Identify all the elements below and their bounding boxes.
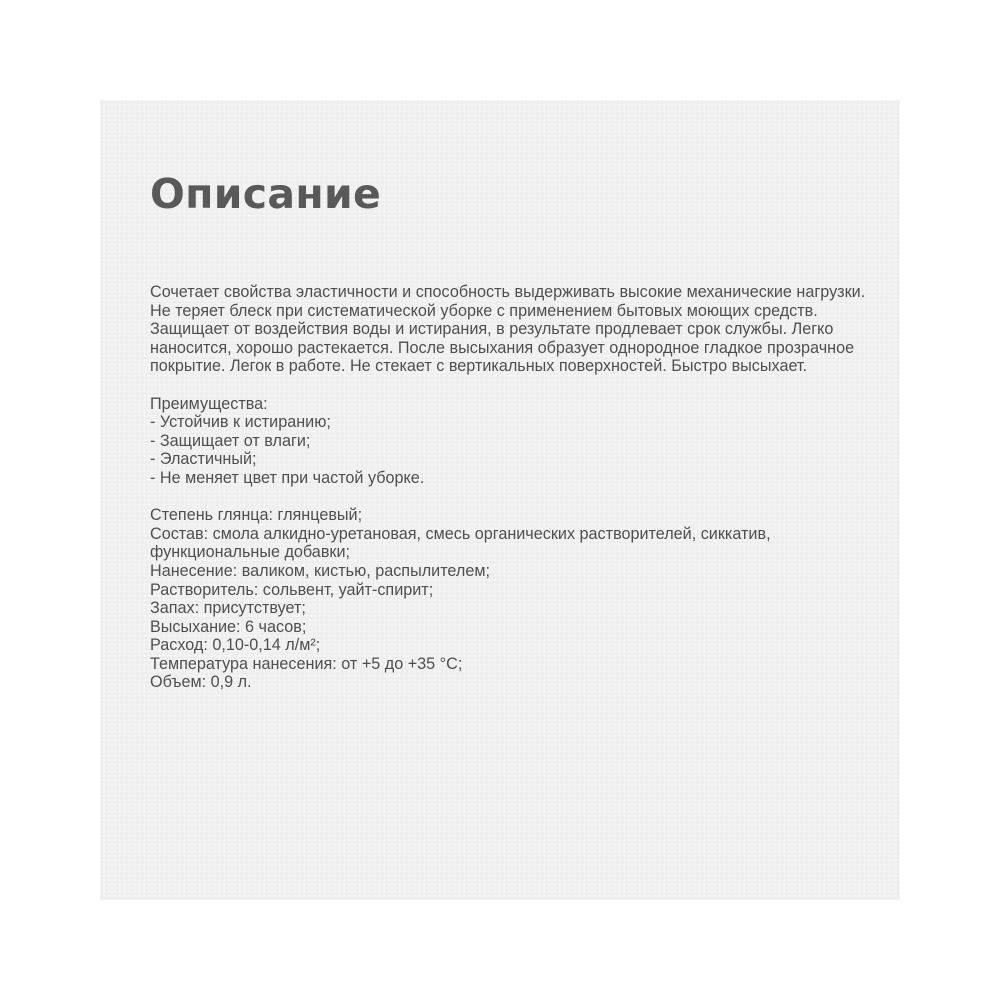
spec-temperature: Температура нанесения: от +5 до +35 °С; xyxy=(150,654,463,673)
spacer xyxy=(150,376,890,395)
spec-gloss: Степень глянца: глянцевый; xyxy=(150,506,363,525)
advantages-heading: Преимущества: xyxy=(150,394,268,413)
description-body xyxy=(150,283,890,692)
spec-odor: Запах: присутствует; xyxy=(150,599,306,618)
spec-consumption: Расход: 0,10-0,14 л/м²; xyxy=(150,636,321,655)
spacer xyxy=(150,488,890,507)
description-paragraph: Сочетает свойства эластичности и способность выдерживать высокие механические нагрузки. Не теряет блеск при систематической уборке с применением бытовых моющих средств. Защищает от воздействия воды и истирания, в результате продлевает срок службы. Легко наносится, хорошо растекается. После высыхания образует однородное гладкое прозрачное покрытие. Легок в работе. Не стекает с вертикальных поверхностей. Быстро высыхает. xyxy=(150,283,866,376)
spec-solvent: Растворитель: сольвент, уайт-спирит; xyxy=(150,580,434,599)
specs-list xyxy=(150,506,890,692)
spec-composition: Состав: смола алкидно-уретановая, смесь органических растворителей, сиккатив, функциональные добавки; xyxy=(150,524,771,562)
spec-drying: Высыхание: 6 часов; xyxy=(150,617,307,636)
spec-volume: Объем: 0,9 л. xyxy=(150,673,252,692)
advantage-item: - Устойчив к истиранию; xyxy=(150,413,331,432)
advantage-item: - Защищает от влаги; xyxy=(150,431,311,450)
spec-application: Нанесение: валиком, кистью, распылителем; xyxy=(150,561,490,580)
advantages-list xyxy=(150,413,890,487)
advantage-item: - Эластичный; xyxy=(150,450,257,469)
advantage-item: - Не меняет цвет при частой уборке. xyxy=(150,468,425,487)
description-card xyxy=(100,100,900,900)
page-title: Описание xyxy=(150,170,382,218)
